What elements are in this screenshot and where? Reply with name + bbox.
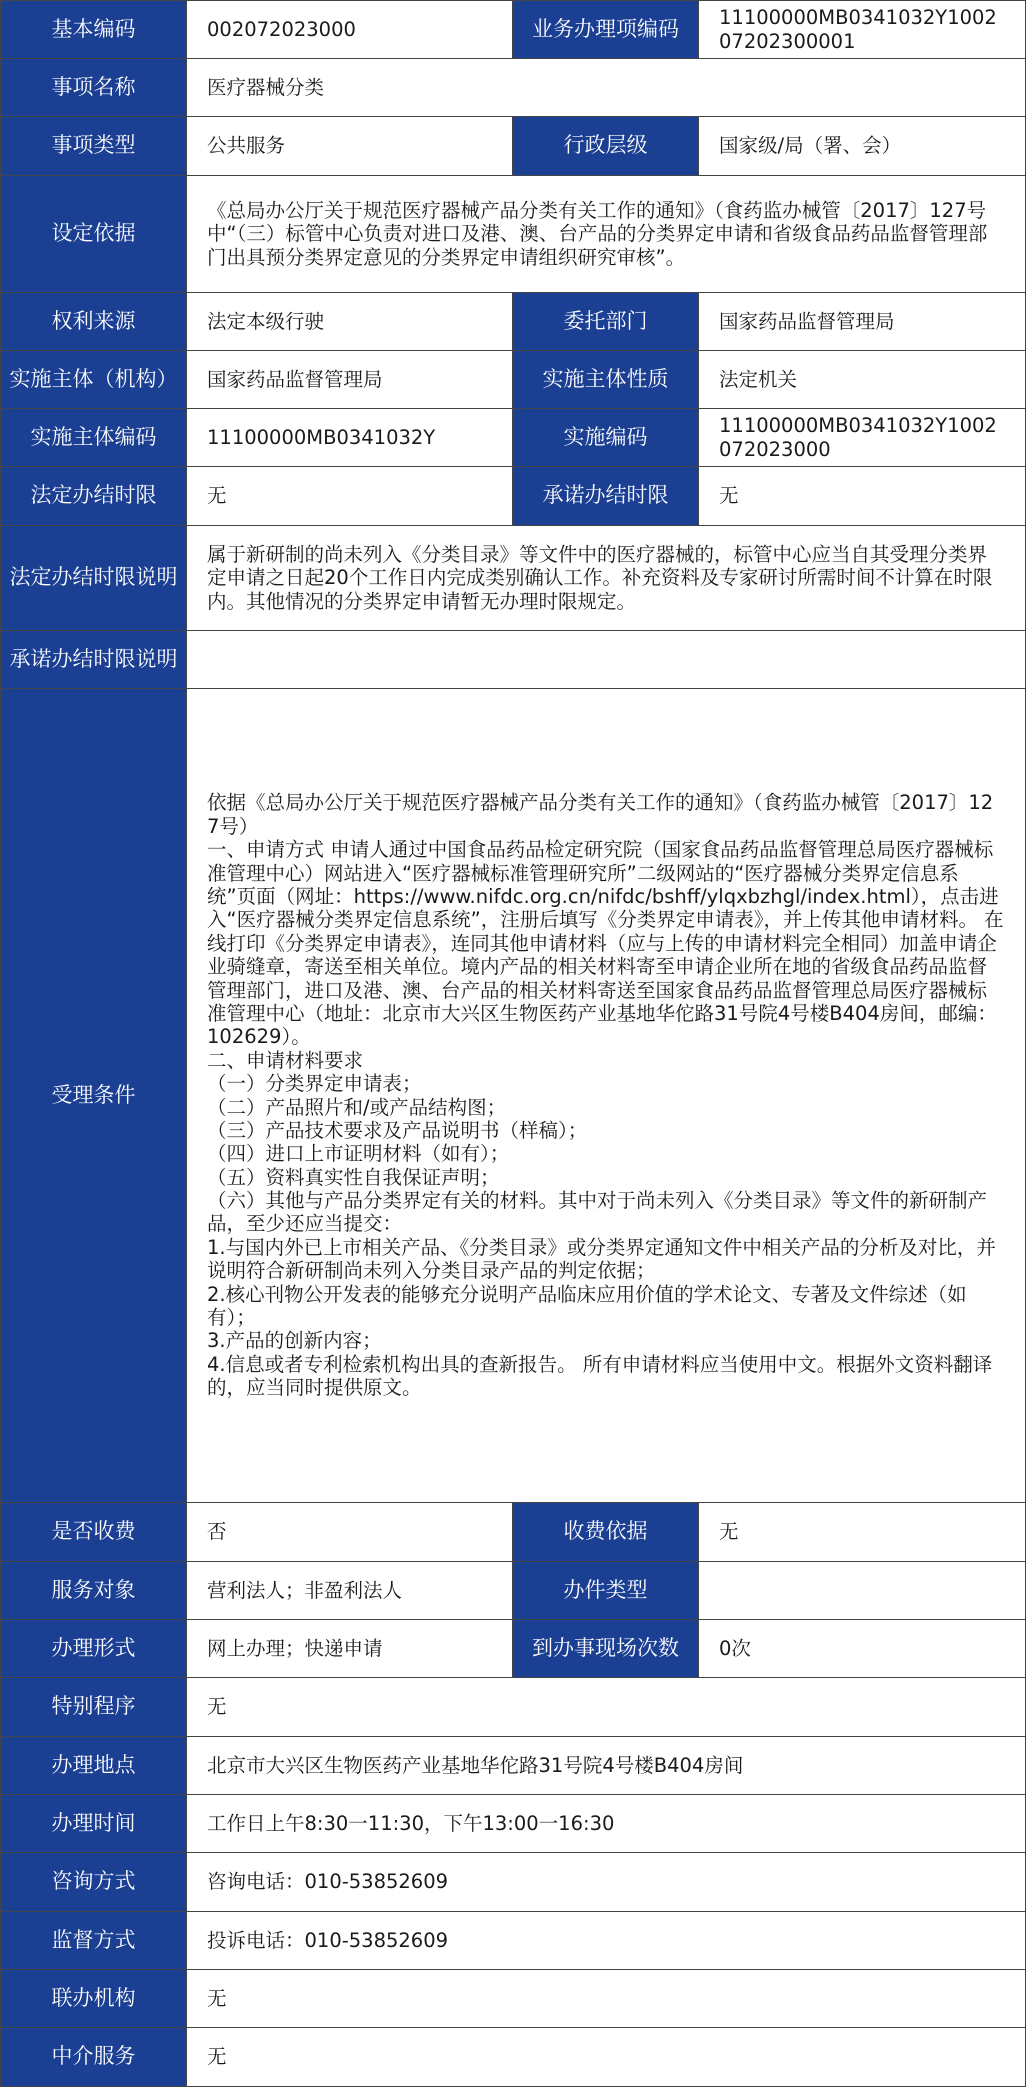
value-subject: 国家药品监督管理局 (187, 351, 513, 409)
label-supervise: 监督方式 (1, 1912, 187, 1970)
value-business-item-code: 11100000MB0341032Y100207202300001 (699, 1, 1026, 59)
value-location: 北京市大兴区生物医药产业基地华佗路31号院4号楼B404房间 (187, 1737, 1026, 1795)
value-onsite-visits: 0次 (699, 1620, 1026, 1678)
value-service-target: 营利法人；非盈利法人 (187, 1562, 513, 1620)
label-fee-basis: 收费依据 (513, 1503, 699, 1562)
row-conditions (1, 689, 1026, 1503)
row-subject (1, 351, 1026, 409)
label-item-type: 事项类型 (1, 117, 187, 176)
label-case-type: 办件类型 (513, 1562, 699, 1620)
label-basic-code: 基本编码 (1, 1, 187, 59)
label-joint-agency: 联办机构 (1, 1970, 187, 2028)
label-subject-code: 实施主体编码 (1, 409, 187, 467)
label-basis: 设定依据 (1, 176, 187, 293)
value-subject-code: 11100000MB0341032Y (187, 409, 513, 467)
row-basis (1, 176, 1026, 293)
value-promised-time-limit-desc (187, 631, 1026, 689)
value-case-type (699, 1562, 1026, 1620)
label-legal-time-limit-desc: 法定办结时限说明 (1, 526, 187, 631)
value-handle-form: 网上办理；快递申请 (187, 1620, 513, 1678)
value-legal-time-limit: 无 (187, 467, 513, 526)
value-basis: 《总局办公厅关于规范医疗器械产品分类有关工作的通知》（食药监办械管〔2017〕127号中“（三）标管中心负责对进口及港、澳、台产品的分类界定申请和省级食品药品监督管理部门出具预分类界定意见的分类界定申请组织研究审核”。 (187, 176, 1026, 293)
value-legal-time-limit-desc: 属于新研制的尚未列入《分类目录》等文件中的医疗器械的，标管中心应当自其受理分类界定申请之日起20个工作日内完成类别确认工作。补充资料及专家研讨所需时间不计算在时限内。其他情况的分类界定申请暂无办理时限规定。 (187, 526, 1026, 631)
label-intermediary: 中介服务 (1, 2028, 187, 2087)
label-promised-time-limit-desc: 承诺办结时限说明 (1, 631, 187, 689)
row-item-name (1, 59, 1026, 117)
value-power-source: 法定本级行驶 (187, 293, 513, 351)
row-consult (1, 1853, 1026, 1912)
label-implementation-code: 实施编码 (513, 409, 699, 467)
label-business-item-code: 业务办理项编码 (513, 1, 699, 59)
value-implementation-code: 11100000MB0341032Y1002072023000 (699, 409, 1026, 467)
label-handle-form: 办理形式 (1, 1620, 187, 1678)
row-special (1, 1678, 1026, 1737)
label-consult: 咨询方式 (1, 1853, 187, 1912)
row-basic-code (1, 1, 1026, 59)
label-service-target: 服务对象 (1, 1562, 187, 1620)
label-entrusting-dept: 委托部门 (513, 293, 699, 351)
label-acceptance-conditions: 受理条件 (1, 689, 187, 1503)
row-item-type (1, 117, 1026, 176)
label-onsite-visits: 到办事现场次数 (513, 1620, 699, 1678)
value-entrusting-dept: 国家药品监督管理局 (699, 293, 1026, 351)
row-supervise (1, 1912, 1026, 1970)
row-agency (1, 2028, 1026, 2087)
value-complaint-phone: 投诉电话：010-53852609 (187, 1912, 1026, 1970)
value-fee: 否 (187, 1503, 513, 1562)
row-service-target (1, 1562, 1026, 1620)
value-hours: 工作日上午8:30一11:30，下午13:00一16:30 (187, 1795, 1026, 1853)
row-joint (1, 1970, 1026, 2028)
row-power-source (1, 293, 1026, 351)
value-joint-agency: 无 (187, 1970, 1026, 2028)
row-hours (1, 1795, 1026, 1853)
value-item-name: 医疗器械分类 (187, 59, 1026, 117)
value-acceptance-conditions: 依据《总局办公厅关于规范医疗器械产品分类有关工作的通知》（食药监办械管〔2017〕127号） 一、申请方式 申请人通过中国食品药品检定研究院（国家食品药品监督管理总局医疗器械标准管理中心）网站进入“医疗器械标准管理研究所”二级网站的“医疗器械分类界定信息系统”页面（网址：https://www.nifdc.org.cn/nifdc/bshff/ylqxbzhgl/index.html），点击进入“医疗器械分类界定信息系统”，注册后填写《分类界定申请表》，并上传其他申请材料。 在线打印《分类界定申请表》，连同其他申请材料（应与上传的申请材料完全相同）加盖申请企业骑缝章，寄送至相关单位。境内产品的相关材料寄至申请企业所在地的省级食品药品监督管理部门，进口及港、澳、台产品的相关材料寄送至国家食品药品监督管理总局医疗器械标准管理中心（地址：北京市大兴区生物医药产业基地华佗路31号院4号楼B404房间，邮编：102629）。 二、申请材料要求 （一）分类界定申请表； （二）产品照片和/或产品结构图； （三）产品技术要求及产品说明书（样稿）； （四）进口上市证明材料（如有）； （五）资料真实性自我保证声明； （六）其他与产品分类界定有关的材料。其中对于尚未列入《分类目录》等文件的新研制产品，至少还应当提交： 1.与国内外已上市相关产品、《分类目录》或分类界定通知文件中相关产品的分析及对比，并说明符合新研制尚未列入分类目录产品的判定依据； 2.核心刊物公开发表的能够充分说明产品临床应用价值的学术论文、专著及文件综述（如有）； 3.产品的创新内容； 4.信息或者专利检索机构出具的查新报告。 所有申请材料应当使用中文。根据外文资料翻译的，应当同时提供原文。 (187, 689, 1026, 1503)
row-promise-desc (1, 631, 1026, 689)
label-admin-level: 行政层级 (513, 117, 699, 176)
row-time-limit (1, 467, 1026, 526)
label-hours: 办理时间 (1, 1795, 187, 1853)
value-promised-time-limit: 无 (699, 467, 1026, 526)
label-location: 办理地点 (1, 1737, 187, 1795)
row-time-limit-desc (1, 526, 1026, 631)
value-consult-phone: 咨询电话：010-53852609 (187, 1853, 1026, 1912)
label-promised-time-limit: 承诺办结时限 (513, 467, 699, 526)
label-fee: 是否收费 (1, 1503, 187, 1562)
value-intermediary: 无 (187, 2028, 1026, 2087)
label-special-procedure: 特别程序 (1, 1678, 187, 1737)
value-item-type: 公共服务 (187, 117, 513, 176)
row-fee (1, 1503, 1026, 1562)
value-fee-basis: 无 (699, 1503, 1026, 1562)
label-legal-time-limit: 法定办结时限 (1, 467, 187, 526)
value-admin-level: 国家级/局（署、会） (699, 117, 1026, 176)
label-subject-nature: 实施主体性质 (513, 351, 699, 409)
value-subject-nature: 法定机关 (699, 351, 1026, 409)
value-basic-code: 002072023000 (187, 1, 513, 59)
row-handle-form (1, 1620, 1026, 1678)
value-special-procedure: 无 (187, 1678, 1026, 1737)
label-subject: 实施主体（机构） (1, 351, 187, 409)
label-item-name: 事项名称 (1, 59, 187, 117)
label-power-source: 权利来源 (1, 293, 187, 351)
row-location (1, 1737, 1026, 1795)
row-subject-code (1, 409, 1026, 467)
